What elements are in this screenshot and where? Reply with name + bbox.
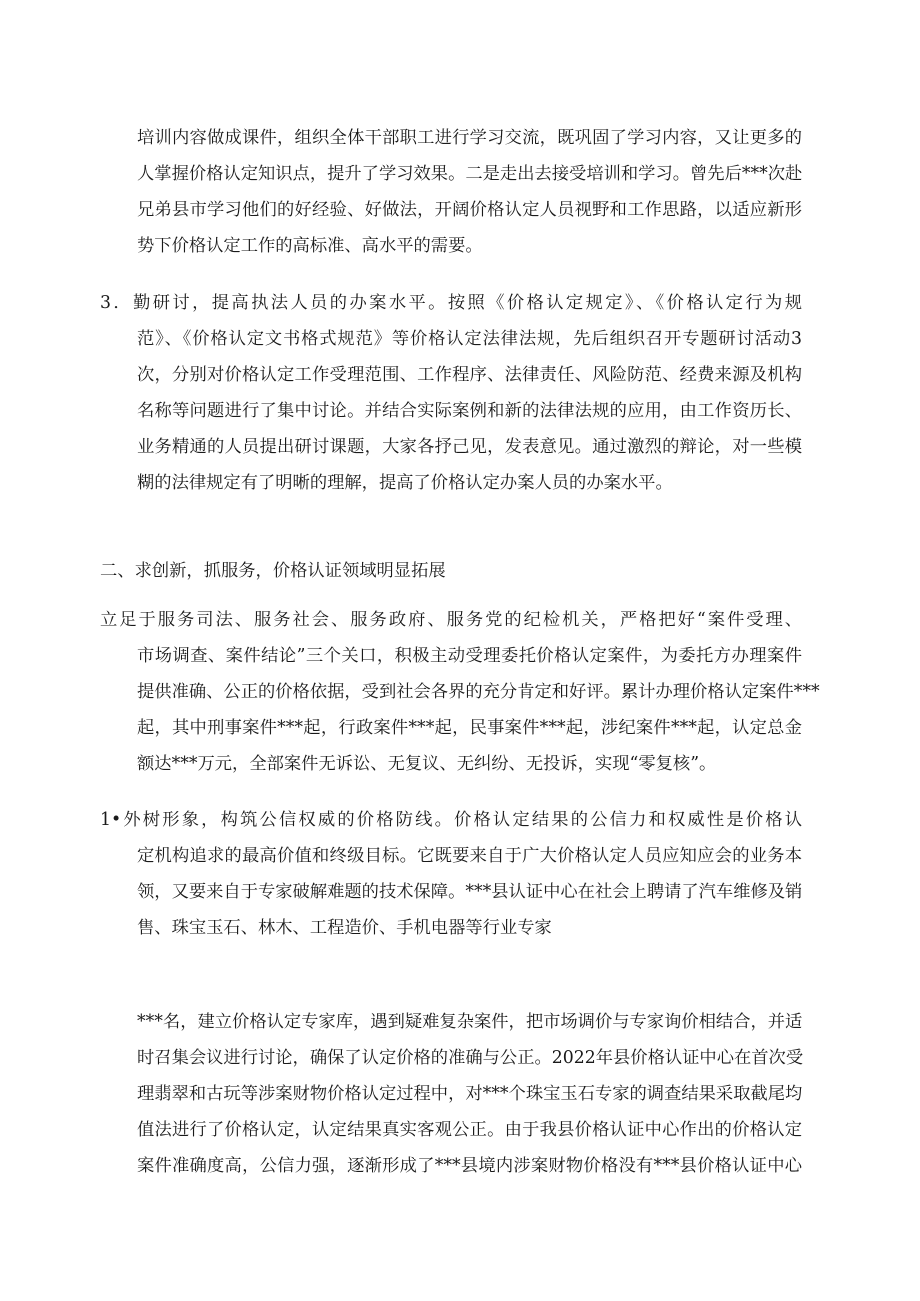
text-line: 立足于服务司法、服务社会、服务政府、服务党的纪检机关，严格把好“案件受理、: [100, 610, 802, 630]
text-line: 兄弟县市学习他们的好经验、好做法，开阔价格认定人员视野和工作思路，以适应新形: [137, 200, 802, 220]
text-line: 理翡翠和古玩等涉案财物价格认定过程中，对***个珠宝玉石专家的调查结果采取截尾均: [137, 1084, 803, 1104]
text-line: 培训内容做成课件，组织全体干部职工进行学习交流，既巩固了学习内容，又让更多的: [137, 128, 802, 148]
text-line: 额达***万元，全部案件无诉讼、无复议、无纠纷、无投诉，实现“零复核”。: [137, 754, 717, 774]
text-line: 售、珠宝玉石、林木、工程造价、手机电器等行业专家: [137, 918, 552, 938]
text-line: 范》、《价格认定文书格式规范》等价格认定法律法规，先后组织召开专题研讨活动3: [137, 329, 802, 349]
text-line: 领，又要来自于专家破解难题的技术保障。***县认证中心在社会上聘请了汽车维修及销: [137, 882, 803, 902]
text-line: 势下价格认定工作的高标准、高水平的需要。: [137, 236, 483, 256]
text-line: 名称等问题进行了集中讨论。并结合实际案例和新的法律法规的应用，由工作资历长、: [137, 401, 802, 421]
text-line: 值法进行了价格认定，认定结果真实客观公正。由于我县价格认证中心作出的价格认定: [137, 1120, 802, 1140]
text-line: 3．勤研讨，提高执法人员的办案水平。按照《价格认定规定》、《价格认定行为规: [100, 293, 802, 313]
text-line: 提供准确、公正的价格依据，受到社会各界的充分肯定和好评。累计办理价格认定案件***: [137, 682, 820, 702]
text-line: 业务精通的人员提出研讨课题，大家各抒己见，发表意见。通过激烈的辩论，对一些模: [137, 437, 802, 457]
text-line: 市场调查、案件结论”三个关口，积极主动受理委托价格认定案件，为委托方办理案件: [137, 646, 802, 666]
text-line: 二、求创新，抓服务，价格认证领域明显拓展: [100, 561, 446, 581]
text-line: 次，分别对价格认定工作受理范围、工作程序、法律责任、风险防范、经费来源及机构: [137, 365, 802, 385]
text-line: ***名，建立价格认定专家库，遇到疑难复杂案件，把市场调价与专家询价相结合，并适: [137, 1012, 803, 1032]
text-line: 定机构追求的最高价值和终级目标。它既要来自于广大价格认定人员应知应会的业务本: [137, 846, 802, 866]
text-line: 糊的法律规定有了明晰的理解，提高了价格认定办案人员的办案水平。: [137, 473, 673, 493]
text-line: 人掌握价格认定知识点，提升了学习效果。二是走出去接受培训和学习。曾先后***次赴: [137, 164, 803, 184]
text-line: 案件准确度高，公信力强，逐渐形成了***县境内涉案财物价格没有***县价格认证中心: [137, 1156, 802, 1176]
text-line: 1•外树形象，构筑公信权威的价格防线。价格认定结果的公信力和权威性是价格认: [100, 810, 802, 830]
text-line: 时召集会议进行讨论，确保了认定价格的准确与公正。2022年县价格认证中心在首次受: [137, 1048, 804, 1068]
text-line: 起，其中刑事案件***起，行政案件***起，民事案件***起，涉纪案件***起，认定总金: [137, 718, 802, 738]
